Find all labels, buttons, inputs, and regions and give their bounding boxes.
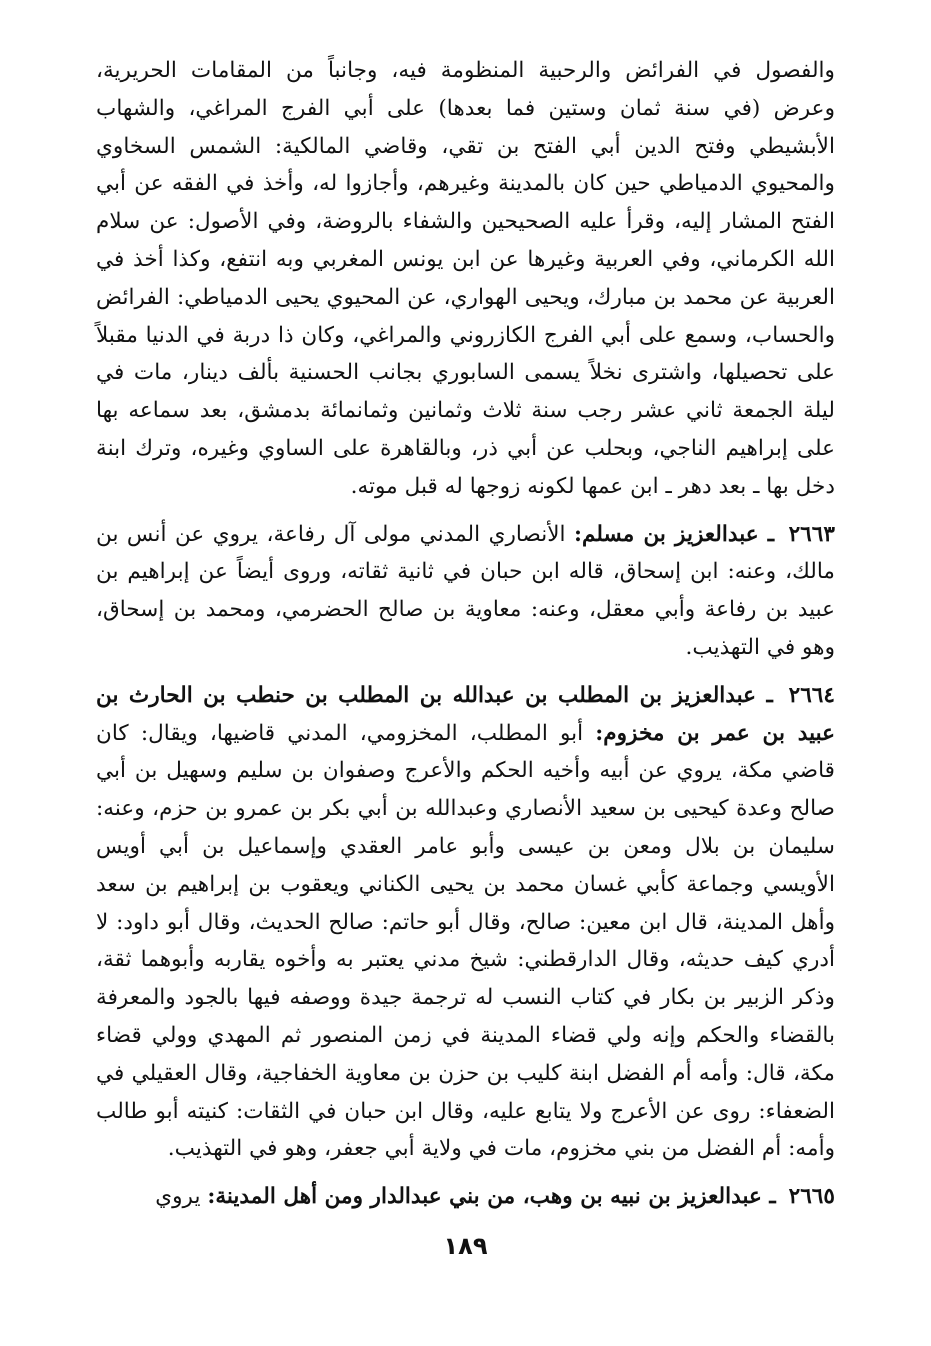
continuation-text: والفصول في الفرائض والرحبية المنظومة فيه، وجانباً من المقامات الحريرية، وعرض (في سنة ثمان وستين فما بعدها) على أبي الفرج المراغي، والشهاب الأبشيطي وفتح الدين أبي الفتح بن تقي، وقاضي المالكية: الشمس السخاوي والمحيوي الدمياطي حين كان بالمدينة وغيرهم، وأجازوا له، وأخذ في الفقه عن أبي الفتح المشار إليه، وقرأ عليه الصحيحين والشفاء بالروضة، وفي الأصول: عن سلام الله الكرماني، وفي العربية وغيرها عن ابن يونس المغربي وبه انتفع، وكذا أخذ في العربية عن محمد بن مبارك، ويحيى الهواري، عن المحيوي يحيى الدمياطي: الفرائض والحساب، وسمع على أبي الفرج الكازروني والمراغي، وكان ذا دربة في الدنيا مقبلاً على تحصيلها، واشترى نخلاً يسمى السابوري بجانب الحسنية بألف دينار، مات في ليلة الجمعة ثاني عشر رجب سنة ثلاث وثمانين وثمانمائة بدمشق، بعد سماعه بها على إبراهيم الناجي، وبحلب عن أبي ذر، وبالقاهرة على الساوي وغيره، وترك ابنة دخل بها ـ بعد دهر ـ ابن عمها لكونه زوجها له قبل موته. [96, 58, 835, 499]
entry-heading: ـ عبدالعزيز بن المطلب بن عبدالله بن المطلب بن حنطب بن الحارث بن عبيد بن عمر بن مخزوم: [96, 682, 835, 746]
entry-body: الأنصاري المدني مولى آل رفاعة، يروي عن أنس بن مالك، وعنه: ابن إسحاق، قاله ابن حبان في ثانية ثقاته، وروى أيضاً عن إبراهيم بن عبيد بن رفاعة وأبي معقل، وعنه: معاوية بن صالح الحضرمي، ومحمد بن إسحاق، وهو في التهذيب. [96, 521, 835, 660]
entry-number: ٢٦٦٥ [788, 1184, 835, 1210]
entry-heading: ـ عبدالعزيز بن مسلم: [574, 521, 775, 547]
page-body [96, 52, 835, 1216]
entry-heading: ـ عبدالعزيز بن نبيه بن وهب، من بني عبدالدار ومن أهل المدينة: [207, 1184, 776, 1210]
entry-2663 [96, 516, 835, 667]
continuation-paragraph [96, 52, 835, 506]
entry-body: يروي [155, 1184, 201, 1210]
entry-number: ٢٦٦٣ [788, 521, 835, 547]
page-number: ١٨٩ [443, 1232, 488, 1260]
entry-2665 [96, 1178, 835, 1216]
entry-number: ٢٦٦٤ [788, 682, 835, 708]
entry-body: أبو المطلب، المخزومي، المدني قاضيها، ويقال: كان قاضي مكة، يروي عن أبيه وأخيه الحكم والأعرج وصفوان بن سليم وسهيل بن أبي صالح وعدة كيحيى بن سعيد الأنصاري وعبدالله بن أبي بكر بن عمرو بن حزم، وعنه: سليمان بن بلال ومعن بن عيسى وأبو عامر العقدي وإسماعيل بن أبي أويس الأويسي وجماعة كأبي غسان محمد بن يحيى الكناني ويعقوب بن إبراهيم بن سعد وأهل المدينة، قال ابن معين: صالح، وقال أبو حاتم: صالح الحديث، وقال أبو داود: لا أدري كيف حديثه، وقال الدارقطني: شيخ مدني يعتبر به وأخوه يقاربه وأبوهما ثقة، وذكر الزبير بن بكار في كتاب النسب له ترجمة جيدة ووصفه فيها بالجود والمعرفة بالقضاء والحكم وإنه ولي قضاء المدينة في زمن المنصور ثم المهدي وولي قضاء مكة، قال: وأمه أم الفضل ابنة كليب بن حزن بن معاوية الخفاجية، وقال العقيلي في الضعفاء: روى عن الأعرج ولا يتابع عليه، وقال ابن حبان في الثقات: كنيته أبو طالب وأمه: أم الفضل من بني مخزوم، مات في ولاية أبي جعفر، وهو في التهذيب. [96, 720, 835, 1162]
entry-2664 [96, 677, 835, 1168]
